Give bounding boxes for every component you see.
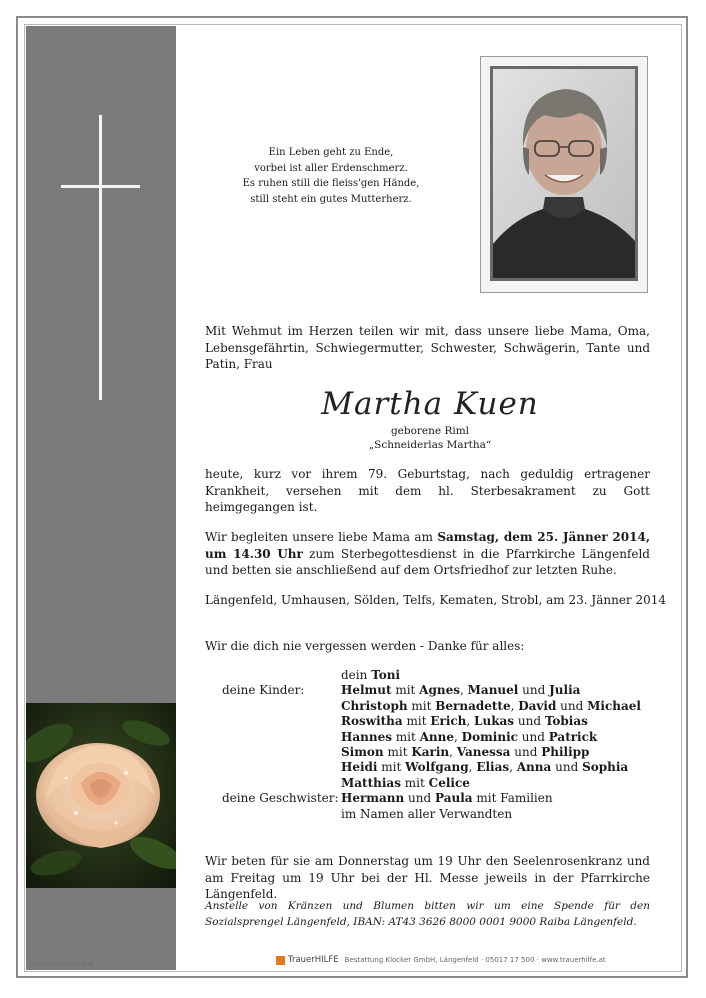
child-line xyxy=(341,699,641,714)
sibling-line xyxy=(341,791,553,806)
rosary-text: Wir beten für sie am Donnerstag um 19 Uhr den Seelenrosenkranz und am Freitag um 19 Uhr bei der Hl. Messe jeweils in der Pfarrkirche Längenfeld. xyxy=(205,854,650,901)
birth-name: geborene Riml xyxy=(390,425,470,437)
family-name: David xyxy=(518,698,557,713)
family-connector: und xyxy=(517,729,549,744)
family-connector: , xyxy=(509,760,517,775)
funeral-date: Samstag, dem 25. Jänner 2014, um 14.30 Uhr xyxy=(205,530,650,561)
child-line xyxy=(341,760,628,775)
family-connector: und xyxy=(510,745,542,759)
poem-line: Ein Leben geht zu Ende, xyxy=(268,147,394,158)
family-name: Heidi xyxy=(341,760,378,775)
family-connector: , xyxy=(510,698,519,713)
intro-text: Mit Wehmut im Herzen teilen wir mit, dass unsere liebe Mama, Oma, Lebensgefährtin, Schwiegermutter, Schwester, Schwägerin, Tante und Patin, Frau xyxy=(205,324,650,371)
children-label: deine Kinder: xyxy=(222,683,305,698)
footer: TrauerHILFE Bestattung Klocker GmbH, Längenfeld · 05017 17 500 · www.trauerhilfe.at xyxy=(276,955,606,965)
family-connector: mit Familien xyxy=(472,791,553,806)
family-name: Bernadette xyxy=(435,698,511,713)
family-name: Tobias xyxy=(544,714,588,729)
family-connector: und xyxy=(518,683,550,698)
donation-note: Anstelle von Kränzen und Blumen bitten wir um eine Spende für den Sozialsprengel Längenfeld, IBAN: AT43 3626 8000 0001 9000 Raiba Längenfeld. xyxy=(205,900,650,928)
family-connector: , xyxy=(454,729,462,744)
child-line xyxy=(341,730,597,745)
family-connector: , xyxy=(468,760,477,775)
child-line xyxy=(341,714,588,729)
family-name: Philipp xyxy=(541,745,590,759)
family-name: Agnes xyxy=(419,683,460,698)
family-name: Michael xyxy=(587,698,641,713)
death-text: heute, kurz vor ihrem 79. Geburtstag, nach geduldig ertragener Krankheit, versehen mit dem hl. Sterbesakrament zu Gott heimgegangen ist. xyxy=(205,467,650,514)
family-name: Hermann xyxy=(341,791,405,806)
family-connector: im Namen aller Verwandten xyxy=(341,806,513,821)
family-name: Vanessa xyxy=(456,745,511,759)
family-name: Hannes xyxy=(341,729,392,744)
sidebar-footer-text: www.trauerhilfe.at xyxy=(30,960,95,968)
deceased-name: Martha Kuen xyxy=(321,386,539,422)
funeral-part1: Wir begleiten unsere liebe Mama am xyxy=(205,530,438,544)
family-name: Simon xyxy=(341,745,384,759)
rose-image xyxy=(26,703,176,888)
family-connector: , xyxy=(466,714,475,729)
family-name: Manuel xyxy=(467,683,519,698)
family-name: Christoph xyxy=(341,698,408,713)
footer-company: Bestattung Klocker GmbH, Längenfeld xyxy=(344,956,479,964)
funeral-part2: zum Sterbegottesdienst in die Pfarrkirche Längenfeld und betten sie anschließend auf dem Ortsfriedhof zur letzten Ruhe. xyxy=(205,546,650,577)
family-name: Julia xyxy=(549,683,581,698)
poem-line: Es ruhen still die fleiss'gen Hände, xyxy=(242,178,420,189)
family-connector: und xyxy=(404,791,435,806)
family-connector: mit xyxy=(400,775,429,790)
family-connector: mit xyxy=(377,760,406,775)
family-connector: , xyxy=(449,745,457,759)
rose-icon xyxy=(26,703,176,888)
family-name: Patrick xyxy=(548,729,598,744)
cross-icon-vertical xyxy=(99,115,102,400)
thanks-line: Wir die dich nie vergessen werden - Danke für alles: xyxy=(205,639,525,653)
place-date: Längenfeld, Umhausen, Sölden, Telfs, Kematen, Strobl, am 23. Jänner 2014 xyxy=(205,593,667,607)
family-connector: und xyxy=(556,698,588,713)
family-name: Erich xyxy=(430,714,467,729)
child-line xyxy=(341,776,470,791)
family-name: Paula xyxy=(435,791,473,806)
family-connector: mit xyxy=(407,698,436,713)
family-name: Roswitha xyxy=(341,714,403,729)
family-connector: und xyxy=(514,714,545,729)
family-name: Celice xyxy=(428,775,470,790)
footer-brand: TrauerHILFE xyxy=(288,955,339,965)
cross-icon-horizontal xyxy=(61,185,140,188)
family-name: Sophia xyxy=(582,760,629,775)
poem xyxy=(236,145,426,207)
footer-phone: 05017 17 500 xyxy=(485,956,535,964)
family-connector: mit xyxy=(391,683,420,698)
funeral-text xyxy=(205,529,650,579)
trauerhilfe-logo-icon xyxy=(276,956,285,965)
family-connector: mit xyxy=(402,714,431,729)
family-name: Wolfgang xyxy=(405,760,469,775)
family-connector: mit xyxy=(391,729,420,744)
child-line xyxy=(341,745,589,760)
poem-line: still steht ein gutes Mutterherz. xyxy=(250,193,412,205)
family-name: Elias xyxy=(476,760,510,775)
child-line xyxy=(341,683,580,698)
footer-web: www.trauerhilfe.at xyxy=(541,956,606,964)
siblings-label: deine Geschwister: xyxy=(222,791,339,806)
family-name: Helmut xyxy=(341,683,392,698)
family-name: Karin xyxy=(411,745,450,759)
family-name: Anne xyxy=(419,729,455,744)
family-name: Matthias xyxy=(341,775,401,790)
nickname: „Schneiderlas Martha“ xyxy=(368,439,492,451)
family-name: Dominic xyxy=(461,729,518,744)
portrait-photo xyxy=(490,66,638,281)
spouse-line: dein Toni xyxy=(341,668,401,682)
family-name: Lukas xyxy=(474,714,515,729)
portrait-icon xyxy=(493,69,635,278)
family-connector: , xyxy=(460,683,468,698)
family-connector: mit xyxy=(383,745,412,759)
family-name: Anna xyxy=(516,760,552,775)
family-connector: und xyxy=(551,760,583,775)
sibling-line xyxy=(341,807,512,822)
poem-line: vorbei ist aller Erdenschmerz. xyxy=(254,162,408,174)
